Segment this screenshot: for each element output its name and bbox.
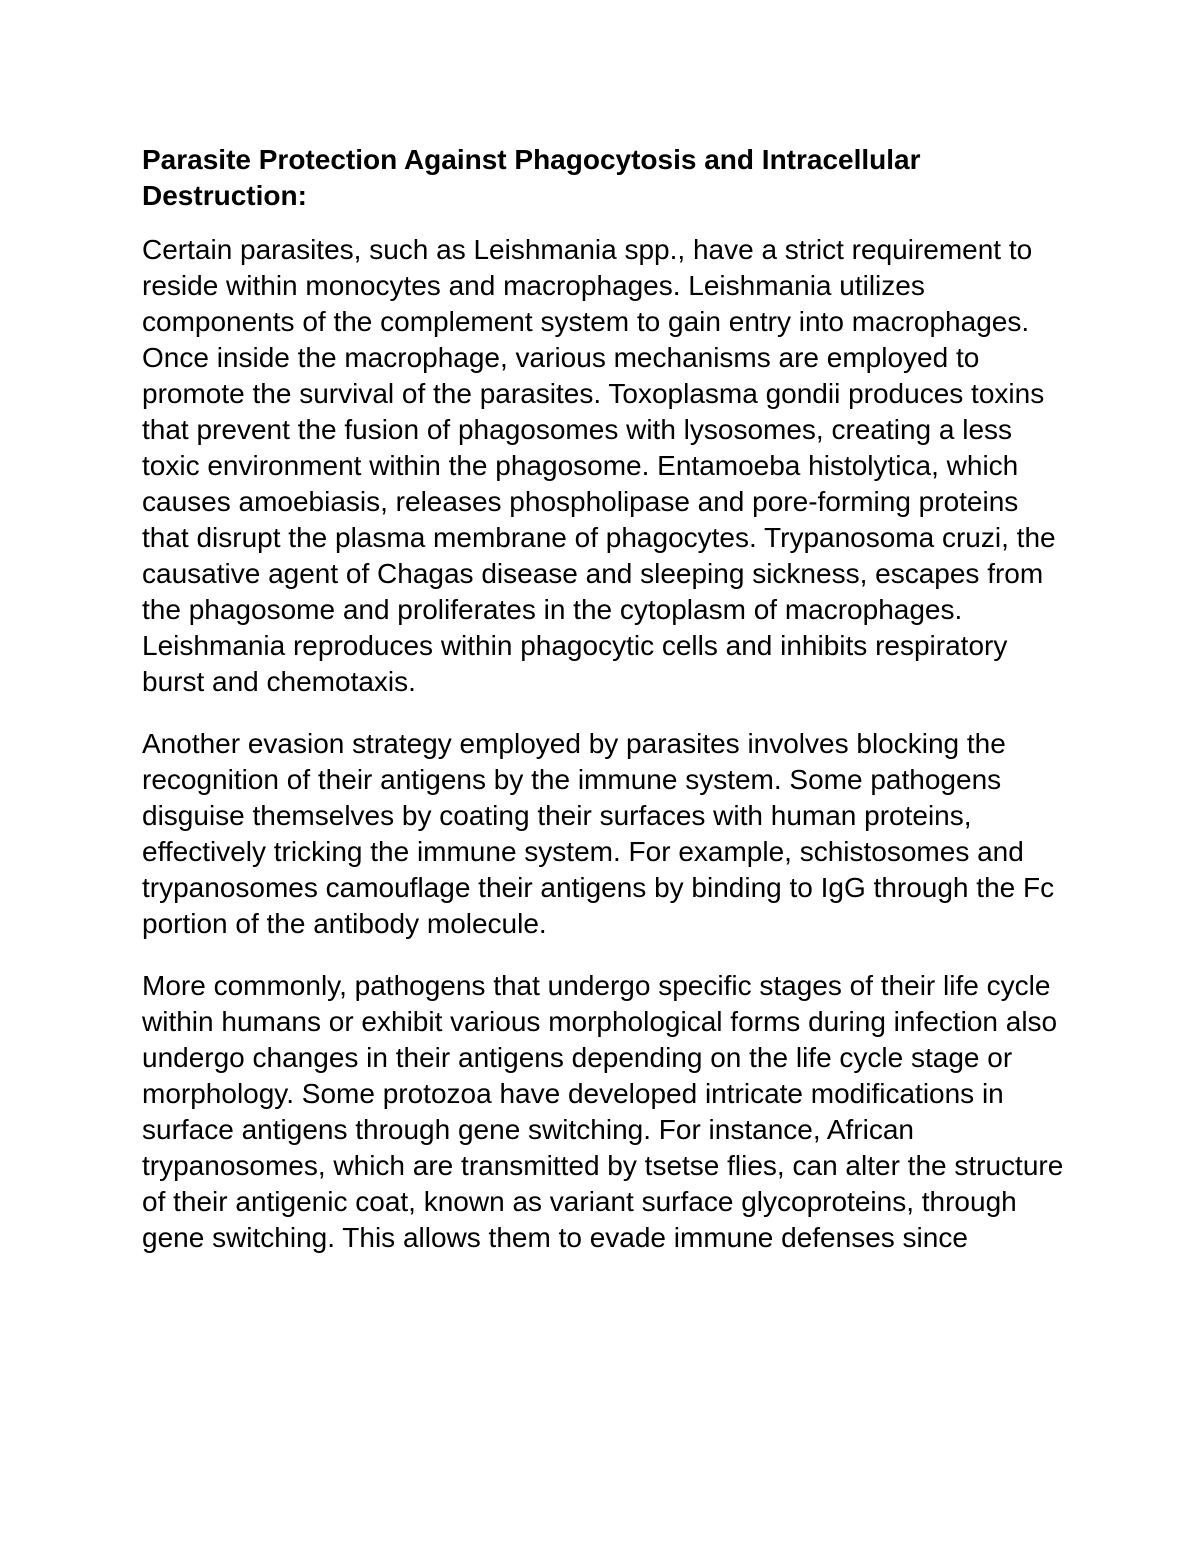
- paragraph-phagocytosis-evasion: Certain parasites, such as Leishmania spp., have a strict requirement to reside within monocytes and macrophages. Leishmania utilizes components of the complement system to gain entry into macrophages. Once inside the macrophage, various mechanisms are employed to promote the survival of the parasites. Toxoplasma gondii produces toxins that prevent the fusion of phagosomes with lysosomes, creating a less toxic environment within the phagosome. Entamoeba histolytica, which causes amoebiasis, releases phospholipase and pore-forming proteins that disrupt the plasma membrane of phagocytes. Trypanosoma cruzi, the causative agent of Chagas disease and sleeping sickness, escapes from the phagosome and proliferates in the cytoplasm of macrophages. Leishmania reproduces within phagocytic cells and inhibits respiratory burst and chemotaxis.: [142, 234, 1056, 697]
- paragraph-antigenic-variation: More commonly, pathogens that undergo specific stages of their life cycle within humans or exhibit various morphological forms during infection also undergo changes in their antigens depending on the life cycle stage or morphology. Some protozoa have developed intricate modifications in surface antigens through gene switching. For instance, African trypanosomes, which are transmitted by tsetse flies, can alter the structure of their antigenic coat, known as variant surface glycoproteins, through gene switching. This allows them to evade immune defenses since: [142, 970, 1064, 1253]
- document-heading: Parasite Protection Against Phagocytosis and Intracellular Destruction:: [142, 144, 921, 211]
- document-body: [142, 142, 1067, 1282]
- paragraph-antigen-disguise: Another evasion strategy employed by parasites involves blocking the recognition of their antigens by the immune system. Some pathogens disguise themselves by coating their surfaces with human proteins, effectively tricking the immune system. For example, schistosomes and trypanosomes camouflage their antigens by binding to IgG through the Fc portion of the antibody molecule.: [142, 728, 1055, 939]
